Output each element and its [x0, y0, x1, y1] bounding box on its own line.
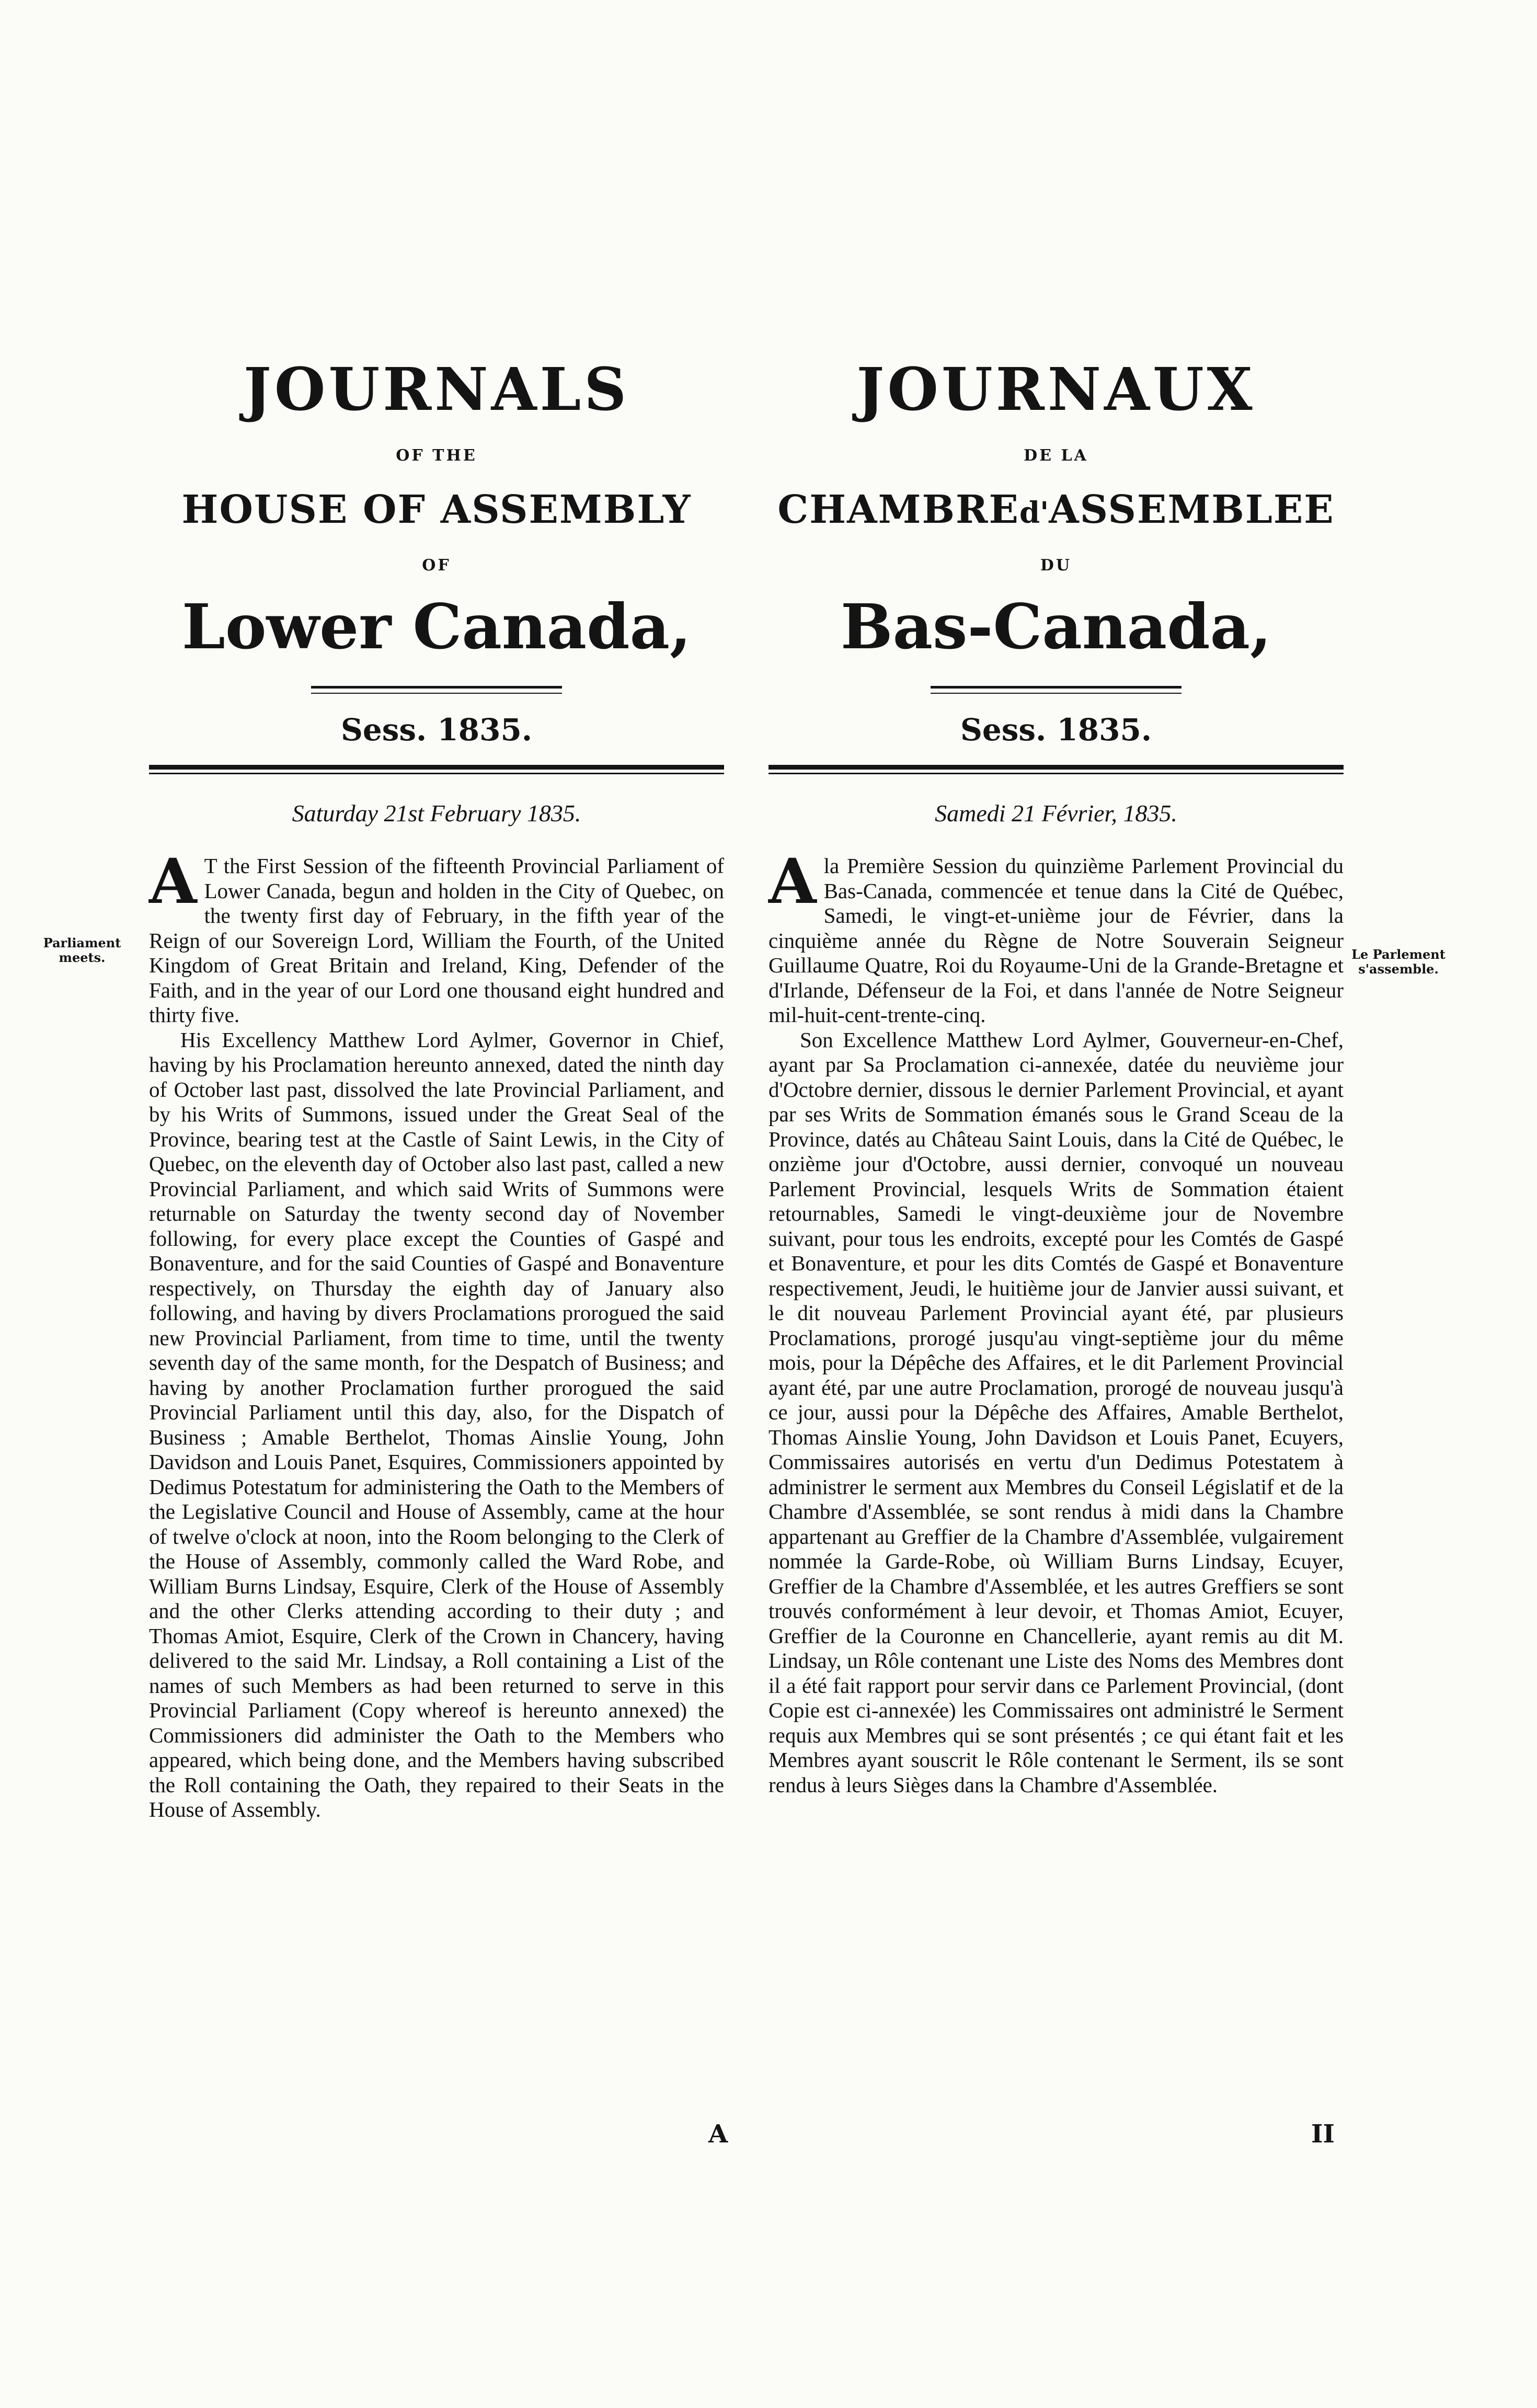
french-page-signature: II [1311, 2119, 1335, 2149]
french-thick-rule [768, 765, 1344, 774]
english-of: OF [422, 556, 451, 575]
english-body [149, 845, 724, 1822]
french-house-heading [768, 487, 1344, 532]
english-margin-note: Parliament meets. [43, 935, 121, 965]
french-du: DU [1040, 556, 1072, 575]
english-paragraph-1 [149, 845, 724, 1028]
english-session: Sess. 1835. [340, 712, 533, 748]
french-date: Samedi 21 Février, 1835. [935, 800, 1177, 827]
french-dropcap: A [768, 845, 817, 918]
french-place-heading: Bas-Canada, [840, 590, 1272, 663]
english-column [149, 345, 724, 1822]
english-place-heading: Lower Canada, [181, 590, 692, 663]
french-title: JOURNAUX [856, 356, 1256, 424]
english-thick-rule [149, 765, 724, 774]
french-paragraph-2: Son Excellence Matthew Lord Aylmer, Gouverneur-en-Chef, ayant par Sa Proclamation ci-annexée, datée du neuvième jour d'Octobre dernier, dissous le dernier Parlement Provincial, et ayant par ses Writs de Sommation émanés sous le Grand Sceau de la Province, datés au Château Saint Louis, dans la Cité de Québec, le onzième jour d'Octobre, aussi dernier, convoqué un nouveau Parlement Provincial, lesquels Writs de Sommation étaient retournables, Samedi le vingt-deuxième jour de Novembre suivant, pour tous les endroits, excepté pour les Comtés de Gaspé et Bonaventure, et pour les dits Comtés de Gaspé et Bonaventure respectivement, Jeudi, le huitième jour de Janvier aussi suivant, et le dit nouveau Parlement Provincial ayant été, par plusieurs Proclamations, prorogé jusqu'au vingt-septième jour du même mois, pour la Dépêche des Affaires, et le dit Parlement Provincial ayant été, par une autre Proclamation, prorogé de nouveau jusqu'à ce jour, aussi pour la Dépêche des Affaires, Amable Berthelot, Thomas Ainslie Young, John Davidson et Louis Panet, Ecuyers, Commissaires autorisés en vertu d'un Dedimus Potestatem à administrer le serment aux Membres du Conseil Législatif et de la Chambre d'Assemblée, se sont rendus à midi dans la Chambre appartenant au Greffier de la Chambre d'Assemblée, vulgairement nommée la Garde-Robe, où William Burns Lindsay, Ecuyer, Greffier de la Chambre d'Assemblée, et les autres Greffiers se sont trouvés conformément à leur devoir, et Thomas Amiot, Ecuyer, Greffier de la Couronne en Chancellerie, ayant remis au dit M. Lindsay, un Rôle contenant une Liste des Noms des Membres dont il a été fait rapport pour servir dans ce Parlement Provincial, (dont Copie est ci-annexée) les Commissaires ont administré le Serment requis aux Membres qui se sont présentés ; ce qui étant fait et les Membres ayant souscrit le Rôle contenant le Serment, ils se sont rendus à leurs Sièges dans la Chambre d'Assemblée. [768, 1027, 1344, 1797]
english-paragraph-1-text: T the First Session of the fifteenth Provincial Parliament of Lower Canada, begun and holden in the City of Quebec, on the twenty first day of February, in the fifth year of the Reign of our Sovereign Lord, William the Fourth, of the United Kingdom of Great Britain and Ireland, King, Defender of the Faith, and in the year of our Lord one thousand eight hundred and thirty five. [149, 854, 724, 1027]
french-paragraph-1 [768, 845, 1344, 1028]
english-date: Saturday 21st February 1835. [292, 800, 581, 827]
english-title: JOURNALS [243, 356, 630, 424]
french-house-end: ASSEMBLEE [1049, 487, 1335, 532]
french-body [768, 845, 1344, 1797]
french-margin-note: Le Parlement s'assemble. [1351, 947, 1446, 977]
french-de-la: DE LA [1024, 446, 1088, 465]
english-of-the: OF THE [396, 446, 477, 465]
french-double-rule [931, 686, 1182, 694]
english-page-signature: A [708, 2119, 728, 2149]
english-dropcap: A [149, 845, 197, 918]
english-double-rule [311, 686, 562, 694]
french-house-small: d' [1019, 496, 1049, 530]
french-house-main: CHAMBRE [777, 487, 1019, 532]
french-paragraph-1-text: la Première Session du quinzième Parlement Provincial du Bas-Canada, commencée et tenue dans la Cité de Québec, Samedi, le vingt-et-unième jour de Février, dans la cinquième année du Règne de Notre Souverain Seigneur Guillaume Quatre, Roi du Royaume-Uni de la Grande-Bretagne et d'Irlande, Défenseur de la Foi, et dans l'année de Notre Seigneur mil-huit-cent-trente-cinq. [768, 854, 1344, 1027]
french-session: Sess. 1835. [960, 712, 1152, 748]
french-column [768, 345, 1344, 1797]
english-house-heading: HOUSE OF ASSEMBLY [181, 487, 692, 532]
english-paragraph-2: His Excellency Matthew Lord Aylmer, Governor in Chief, having by his Proclamation hereunto annexed, dated the ninth day of October last past, dissolved the late Provincial Parliament, and by his Writs of Summons, issued under the Great Seal of the Province, bearing test at the Castle of Saint Lewis, in the City of Quebec, on the eleventh day of October also last past, called a new Provincial Parliament, and which said Writs of Summons were returnable on Saturday the twenty second day of November following, for every place except the Counties of Gaspé and Bonaventure, and for the said Counties of Gaspé and Bonaventure respectively, on Thursday the eighth day of January also following, and having by divers Proclamations prorogued the said new Provincial Parliament, from time to time, until the twenty seventh day of the same month, for the Despatch of Business; and having by another Proclamation further prorogued the said Provincial Parliament until this day, also, for the Dispatch of Business ; Amable Berthelot, Thomas Ainslie Young, John Davidson and Louis Panet, Esquires, Commissioners appointed by Dedimus Potestatum for administering the Oath to the Members of the Legislative Council and House of Assembly, came at the hour of twelve o'clock at noon, into the Room belonging to the Clerk of the House of Assembly, commonly called the Ward Robe, and William Burns Lindsay, Esquire, Clerk of the House of Assembly and the other Clerks attending according to their duty ; and Thomas Amiot, Esquire, Clerk of the Crown in Chancery, having delivered to the said Mr. Lindsay, a Roll containing a List of the names of such Members as had been returned to serve in this Provincial Parliament (Copy whereof is hereunto annexed) the Commissioners did administer the Oath to the Members who appeared, which being done, and the Members having subscribed the Roll containing the Oath, they repaired to their Seats in the House of Assembly. [149, 1027, 724, 1821]
